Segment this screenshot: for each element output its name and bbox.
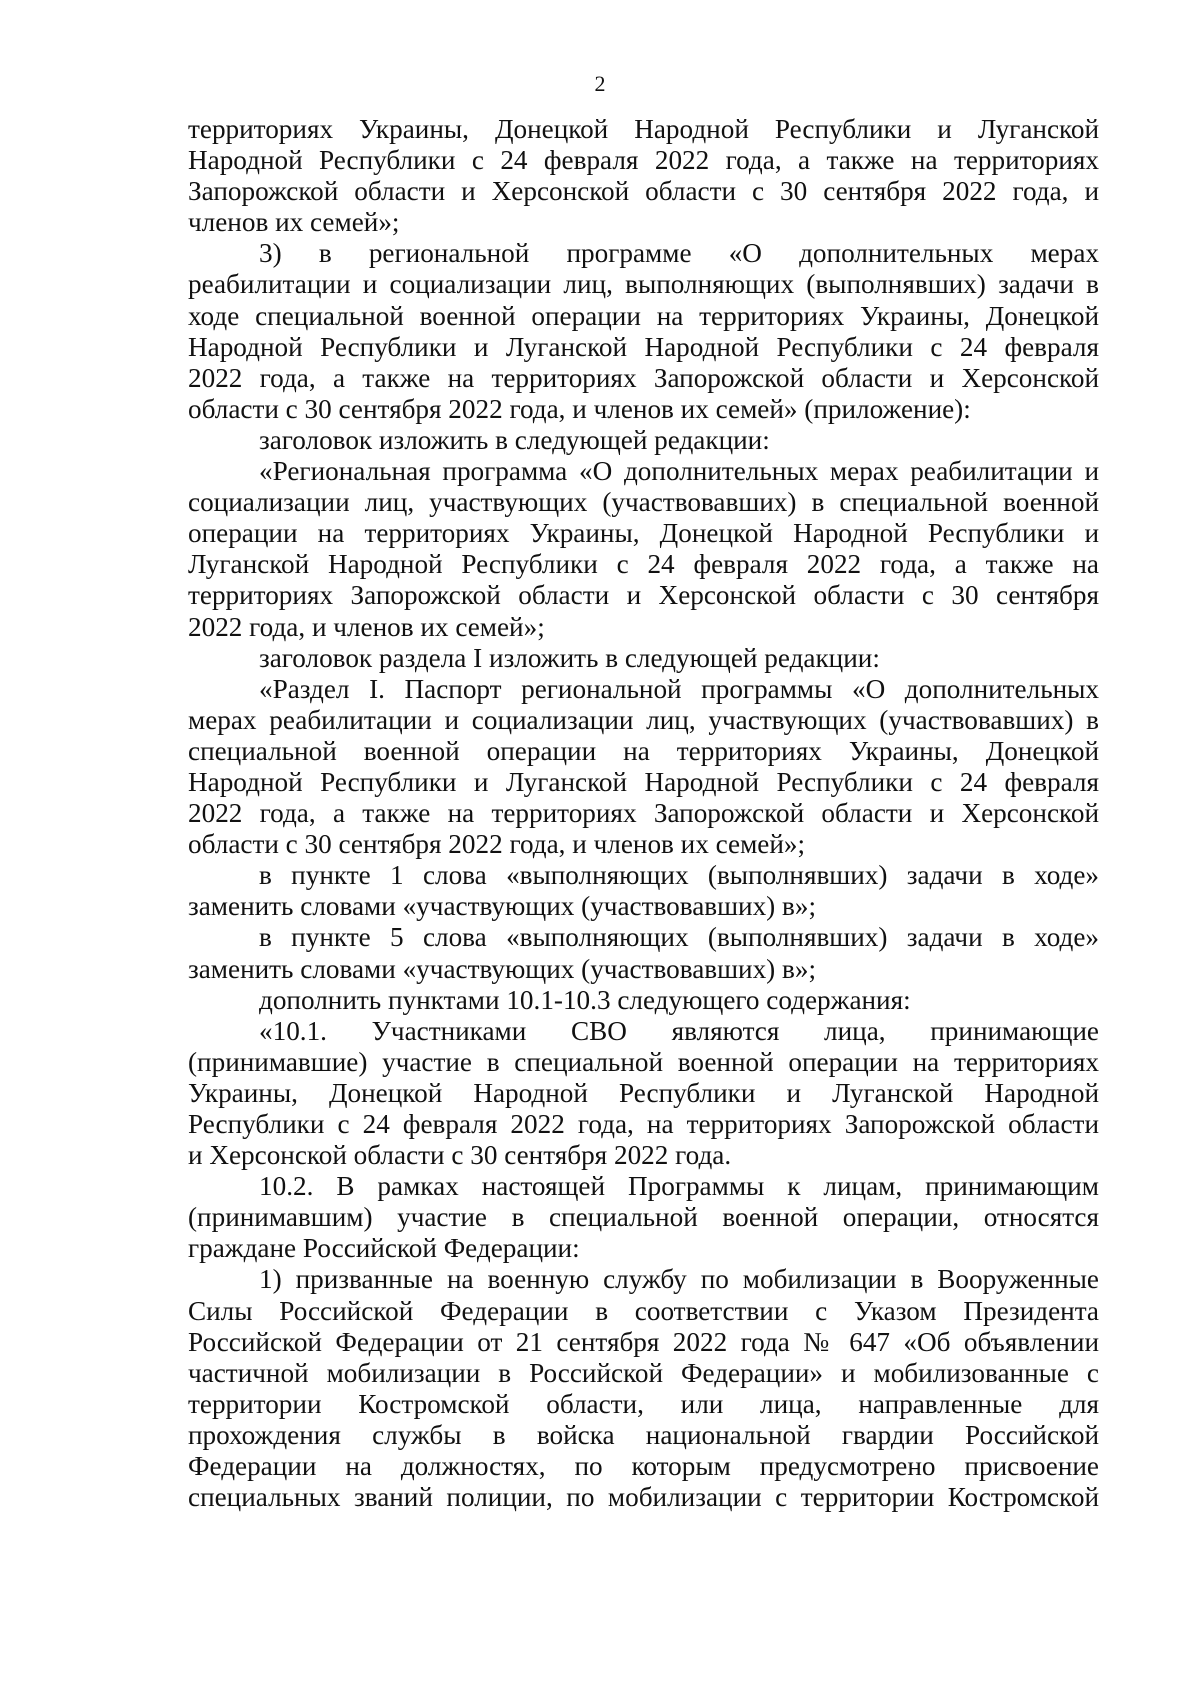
- text-line: Народной Республики с 24 февраля 2022 года, а также на территориях: [188, 145, 1099, 176]
- text-line: 3) в региональной программе «О дополнительных мерах: [259, 238, 1099, 269]
- text-line: Федерации на должностях, по которым предусмотрено присвоение: [188, 1451, 1099, 1482]
- text-line: Народной Республики и Луганской Народной Республики с 24 февраля: [188, 766, 1099, 797]
- text-line: мерах реабилитации и социализации лиц, участвующих (участвовавших) в: [188, 704, 1099, 735]
- text-line: территориях Украины, Донецкой Народной Республики и Луганской: [188, 114, 1099, 144]
- text-line: операции на территориях Украины, Донецкой Народной Республики и: [188, 518, 1099, 549]
- text-line: (принимавшие) участие в специальной военной операции на территориях: [188, 1046, 1099, 1077]
- text-line: реабилитации и социализации лиц, выполняющих (выполнявших) задачи в: [188, 269, 1099, 300]
- text-line: специальных званий полиции, по мобилизации с территории Костромской: [188, 1482, 1099, 1513]
- text-line: Российской Федерации от 21 сентября 2022 года № 647 «Об объявлении: [188, 1326, 1099, 1357]
- text-line: Республики с 24 февраля 2022 года, на территориях Запорожской области: [188, 1109, 1099, 1139]
- text-line: социализации лиц, участвующих (участвовавших) в специальной военной: [188, 487, 1099, 518]
- text-line: граждане Российской Федерации:: [188, 1233, 580, 1264]
- text-line: ходе специальной военной операции на территориях Украины, Донецкой: [188, 300, 1099, 331]
- text-line: «10.1. Участниками СВО являются лица, принимающие: [259, 1015, 1099, 1046]
- text-line: заголовок изложить в следующей редакции:: [259, 424, 770, 455]
- text-line: 2022 года, и членов их семей»;: [188, 611, 545, 642]
- text-line: Запорожской области и Херсонской области с 30 сентября 2022 года, и: [188, 176, 1099, 207]
- text-line: «Раздел I. Паспорт региональной программы «О дополнительных: [259, 673, 1099, 704]
- text-line: дополнить пунктами 10.1-10.3 следующего содержания:: [259, 984, 911, 1015]
- text-line: частичной мобилизации в Российской Федерации» и мобилизованные с: [188, 1357, 1099, 1388]
- document-body: [188, 114, 1099, 1513]
- text-line: в пункте 1 слова «выполняющих (выполнявших) задачи в ходе»: [259, 860, 1099, 891]
- text-line: 2022 года, а также на территориях Запорожской области и Херсонской: [188, 798, 1099, 829]
- text-line: заменить словами «участвующих (участвовавших) в»;: [188, 891, 817, 922]
- text-line: в пункте 5 слова «выполняющих (выполнявших) задачи в ходе»: [259, 922, 1099, 953]
- text-line: заменить словами «участвующих (участвовавших) в»;: [188, 953, 817, 984]
- text-line: Силы Российской Федерации в соответствии с Указом Президента: [188, 1295, 1099, 1326]
- text-line: области с 30 сентября 2022 года, и членов их семей»;: [188, 829, 806, 860]
- text-line: членов их семей»;: [188, 207, 400, 238]
- text-line: 1) призванные на военную службу по мобилизации в Вооруженные: [259, 1264, 1099, 1295]
- text-line: территории Костромской области, или лица, направленные для: [188, 1388, 1099, 1419]
- text-line: территориях Запорожской области и Херсонской области с 30 сентября: [188, 580, 1099, 611]
- text-line: Луганской Народной Республики с 24 февраля 2022 года, а также на: [188, 549, 1099, 580]
- text-line: 2022 года, а также на территориях Запорожской области и Херсонской: [188, 362, 1099, 393]
- text-line: (принимавшим) участие в специальной военной операции, относятся: [188, 1202, 1099, 1233]
- text-line: специальной военной операции на территориях Украины, Донецкой: [188, 735, 1099, 766]
- text-line: заголовок раздела I изложить в следующей редакции:: [259, 642, 880, 673]
- text-line: области с 30 сентября 2022 года, и членов их семей» (приложение):: [188, 393, 971, 424]
- text-line: Народной Республики и Луганской Народной Республики с 24 февраля: [188, 331, 1099, 362]
- text-line: прохождения службы в войска национальной гвардии Российской: [188, 1419, 1099, 1450]
- page-number: 2: [594, 71, 606, 96]
- text-line: и Херсонской области с 30 сентября 2022 года.: [188, 1140, 732, 1171]
- text-line: 10.2. В рамках настоящей Программы к лицам, принимающим: [259, 1171, 1099, 1202]
- text-line: Украины, Донецкой Народной Республики и Луганской Народной: [188, 1077, 1099, 1108]
- text-line: «Региональная программа «О дополнительных мерах реабилитации и: [259, 456, 1099, 487]
